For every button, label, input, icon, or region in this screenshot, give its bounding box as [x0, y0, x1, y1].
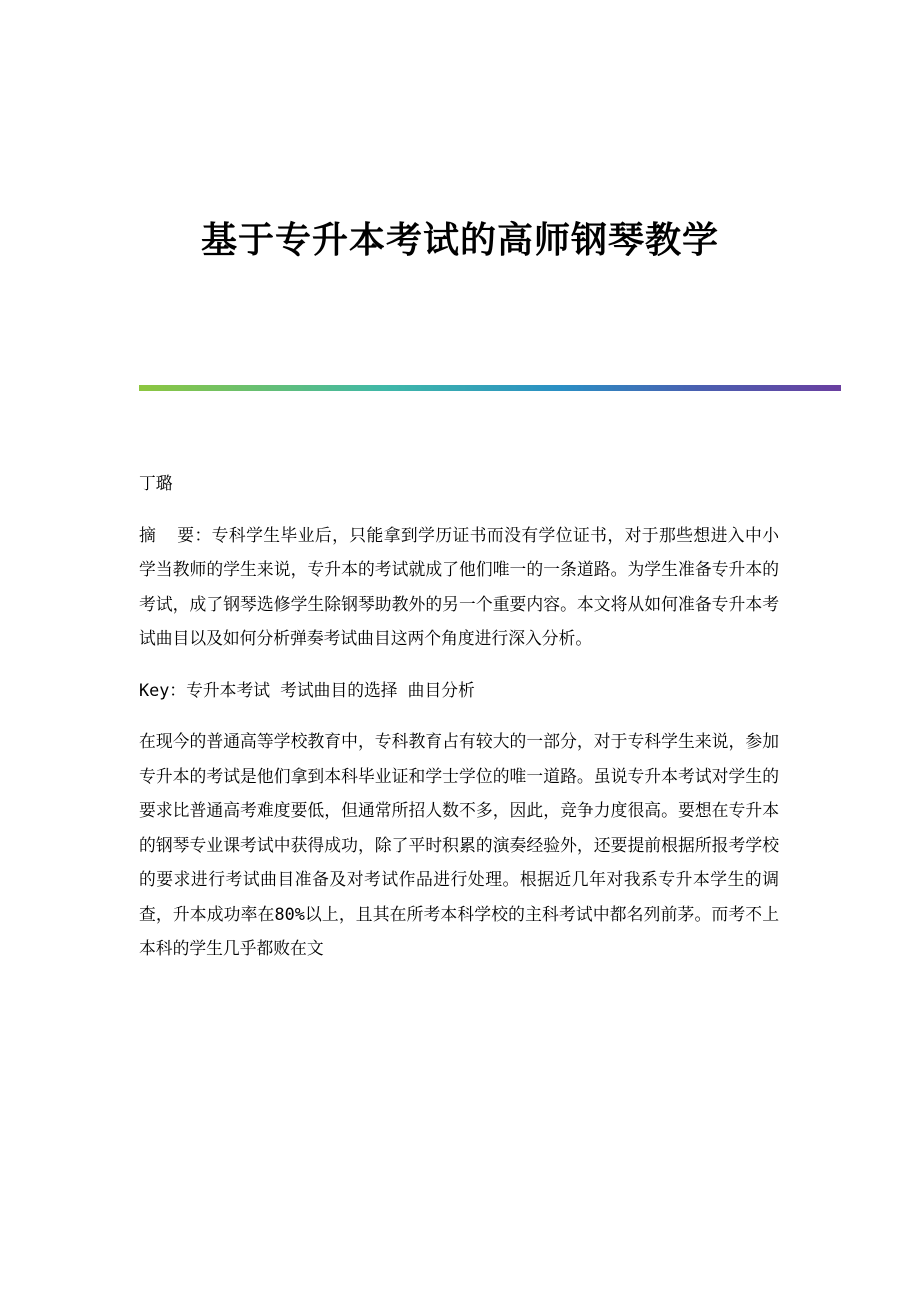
abstract-label: 摘 要：: [139, 524, 212, 545]
body-paragraph: 在现今的普通高等学校教育中，专科教育占有较大的一部分，对于专科学生来说，参加专升本的考试是他们拿到本科毕业证和学士学位的唯一道路。虽说专升本考试对学生的要求比普通高考难度要低，但通常所招人数不多，因此，竞争力度很高。要想在专升本的钢琴专业课考试中获得成功，除了平时积累的演奏经验外，还要提前根据所报考学校的要求进行考试曲目准备及对考试作品进行处理。根据近几年对我系专升本学生的调查，升本成功率在80%以上，且其在所考本科学校的主科考试中都名列前茅。而考不上本科的学生几乎都败在文: [139, 731, 779, 958]
document-title: 基于专升本考试的高师钢琴教学: [200, 219, 719, 261]
author-name: 丁璐: [139, 473, 173, 493]
title-divider: [139, 385, 841, 391]
keywords-paragraph: [139, 673, 779, 708]
document-body: [139, 466, 779, 983]
keywords-label: Key：: [139, 679, 187, 700]
abstract-text: 专科学生毕业后，只能拿到学历证书而没有学位证书，对于那些想进入中小学当教师的学生来说，专升本的考试就成了他们唯一的一条道路。为学生准备专升本的考试，成了钢琴选修学生除钢琴助教外的另一个重要内容。本文将从如何准备专升本考试曲目以及如何分析弹奏考试曲目这两个角度进行深入分析。: [139, 524, 779, 648]
keywords-text: 专升本考试 考试曲目的选择 曲目分析: [186, 679, 475, 700]
abstract-paragraph: [139, 518, 779, 656]
